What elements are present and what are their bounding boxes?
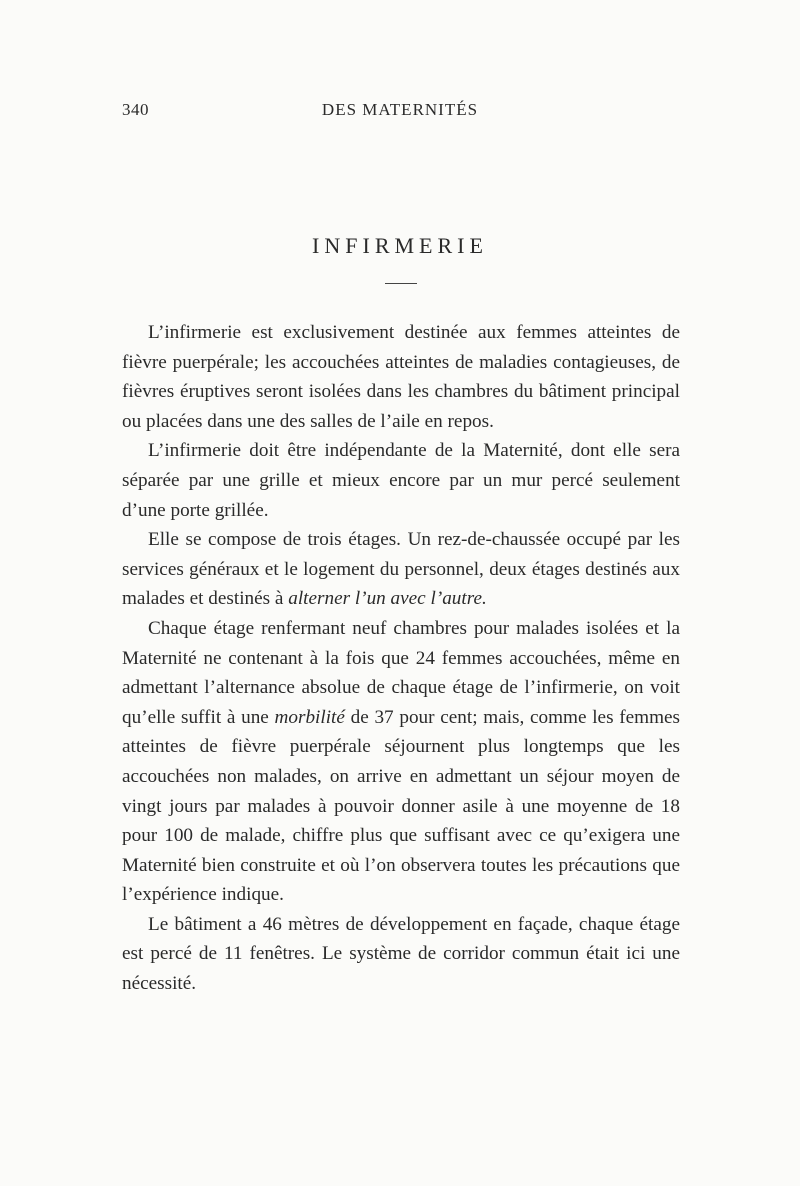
paragraph-5: Le bâtiment a 46 mètres de développement en façade, chaque étage est percé de 11 fenêtres. Le système de corridor commun était ici une nécessité. <box>122 913 680 995</box>
paragraph-2: L’infirmerie doit être indépendante de la Maternité, dont elle sera séparée par une grille et mieux encore par un mur percé seulement d’une porte grillée. <box>122 440 680 521</box>
paragraph-4 <box>122 614 680 910</box>
paragraph-4-text-b: de 37 pour cent; mais, comme les femmes atteintes de fièvre puerpérale séjournent plus longtemps que les accouchées non malades, on arrive en admettant un séjour moyen de vingt jours par malades à pouvoir donner asile à une moyenne de 18 pour 100 de malade, chiffre plus que suffisant avec ce qu’exigera une Maternité bien construite et où l’on observera toutes les précautions que l’expérience indique. <box>122 706 680 906</box>
paragraph-4-emphasis: morbilité <box>274 706 345 728</box>
paragraph-3-text: Elle se compose de trois étages. Un rez-de-chaussée occupé par les services généraux et le logement du personnel, deux étages destinés aux malades et destinés à <box>122 529 680 610</box>
paragraph-3-emphasis: alterner l’un avec l’autre. <box>288 588 487 610</box>
running-title: DES MATERNITÉS <box>321 100 479 119</box>
paragraph-1: L’infirmerie est exclusivement destinée aux femmes atteintes de fièvre puerpérale; les accouchées atteintes de maladies contagieuses, de fièvres éruptives seront isolées dans les chambres du bâtiment principal ou placées dans une des salles de l’aile en repos. <box>122 322 680 432</box>
running-head <box>0 100 800 130</box>
section-divider <box>385 283 417 284</box>
section-title: INFIRMERIE <box>312 233 488 258</box>
body-text <box>122 318 680 999</box>
page-number: 340 <box>122 100 149 119</box>
paragraph-4-text-a: Chaque étage renfermant neuf chambres pour malades isolées et la Maternité ne contenant à la fois que 24 femmes accouchées, même en admettant l’alternance absolue de chaque étage de l’infirmerie, on voit qu’elle suffit à une <box>122 617 680 728</box>
paragraph-3 <box>122 525 680 614</box>
